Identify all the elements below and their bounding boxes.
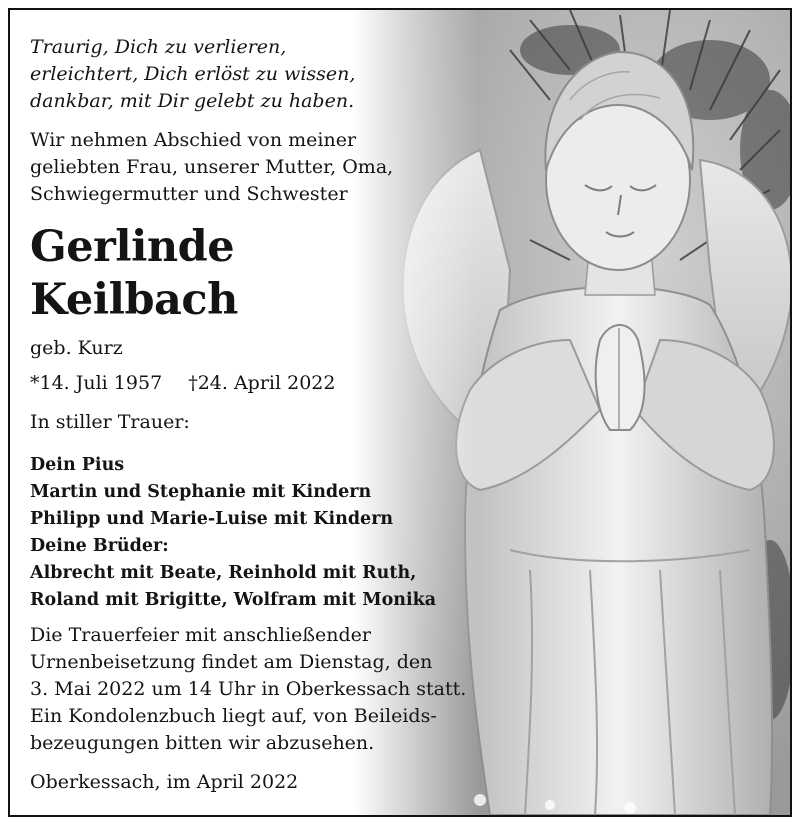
obituary-notice xyxy=(8,8,792,817)
birth-date: *14. Juli 1957 xyxy=(30,372,163,394)
poem-line: dankbar, mit Dir gelebt zu haben. xyxy=(30,90,355,112)
mourner-line: Dein Pius xyxy=(30,455,125,475)
ceremony-info xyxy=(30,622,490,757)
birth-name: geb. Kurz xyxy=(30,337,123,359)
mourners-list xyxy=(30,452,490,614)
ceremony-line: Ein Kondolenzbuch liegt auf, von Beileids- xyxy=(30,705,437,727)
ceremony-line: Die Trauerfeier mit anschließender xyxy=(30,624,371,646)
ceremony-line: 3. Mai 2022 um 14 Uhr in Oberkessach statt. xyxy=(30,678,467,700)
ceremony-line: Urnenbeisetzung findet am Dienstag, den xyxy=(30,651,433,673)
mourner-line: Roland mit Brigitte, Wolfram mit Monika xyxy=(30,590,437,610)
mourner-line: Martin und Stephanie mit Kindern xyxy=(30,482,372,502)
last-name: Keilbach xyxy=(30,275,238,325)
mourning-label: In stiller Trauer: xyxy=(30,411,190,433)
death-date: †24. April 2022 xyxy=(188,372,336,394)
intro-line: geliebten Frau, unserer Mutter, Oma, xyxy=(30,156,394,178)
mourner-line: Philipp und Marie-Luise mit Kindern xyxy=(30,509,394,529)
farewell-intro xyxy=(30,127,490,208)
poem-line: erleichtert, Dich erlöst zu wissen, xyxy=(30,63,356,85)
place-date: Oberkessach, im April 2022 xyxy=(30,771,299,793)
deceased-name xyxy=(30,221,490,327)
intro-line: Schwiegermutter und Schwester xyxy=(30,183,348,205)
life-dates xyxy=(30,370,490,397)
first-name: Gerlinde xyxy=(30,222,235,272)
intro-line: Wir nehmen Abschied von meiner xyxy=(30,129,357,151)
poem xyxy=(30,34,490,115)
notice-text xyxy=(30,34,490,796)
mourner-line: Albrecht mit Beate, Reinhold mit Ruth, xyxy=(30,563,417,583)
poem-line: Traurig, Dich zu verlieren, xyxy=(30,36,287,58)
ceremony-line: bezeugungen bitten wir abzusehen. xyxy=(30,732,375,754)
mourner-line: Deine Brüder: xyxy=(30,536,169,556)
